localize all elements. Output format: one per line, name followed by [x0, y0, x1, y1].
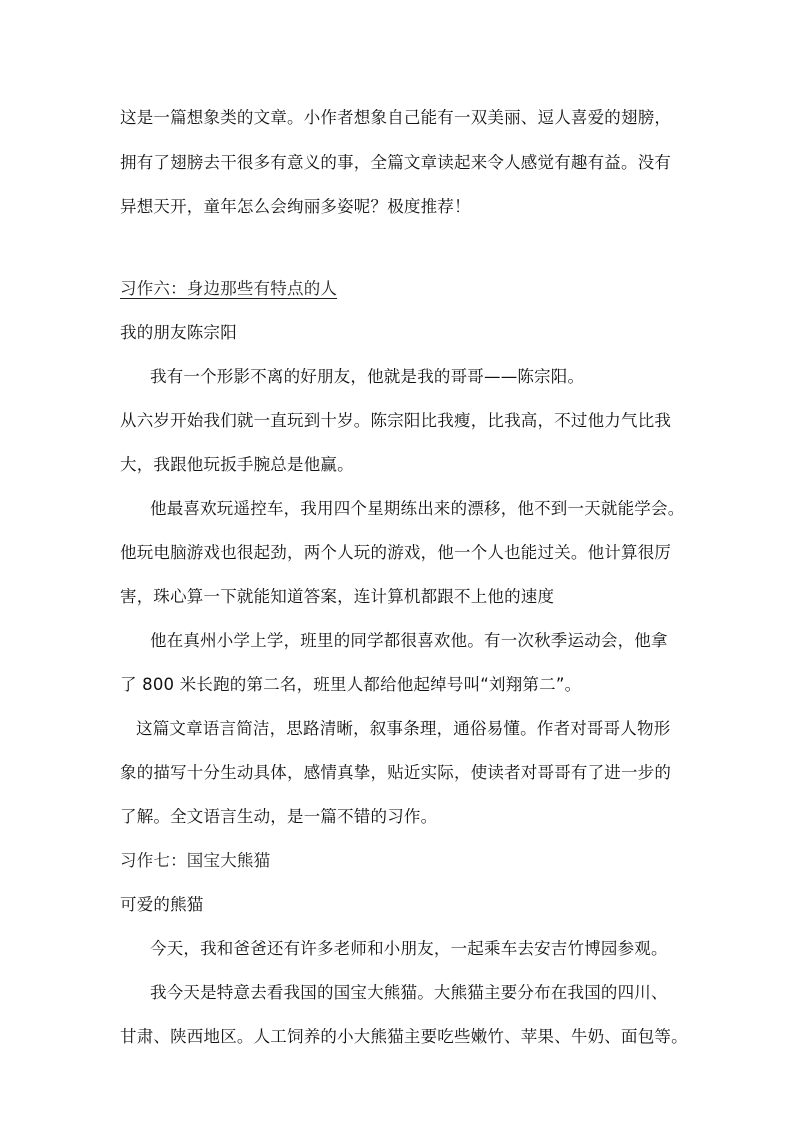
paragraph-line: 这是一篇想象类的文章。小作者想象自己能有一双美丽、逗人喜爱的翅膀，	[120, 108, 672, 127]
paragraph-line: 害，珠心算一下就能知道答案，连计算机都跟不上他的速度	[120, 587, 555, 606]
paragraph-line: 从六岁开始我们就一直玩到十岁。陈宗阳比我瘦，比我高，不过他力气比我	[120, 411, 672, 430]
paragraph-line: 拥有了翅膀去干很多有意义的事，全篇文章读起来令人感觉有趣有益。没有	[120, 153, 672, 172]
essay-title: 我的朋友陈宗阳	[120, 323, 237, 342]
section-heading-7: 习作七：国宝大熊猫	[120, 851, 271, 870]
essay-title: 可爱的熊猫	[120, 895, 204, 914]
paragraph-line: 了 800 米长跑的第二名，班里人都给他起绰号叫“刘翔第二”。	[120, 675, 582, 694]
paragraph-line: 他玩电脑游戏也很起劲，两个人玩的游戏，他一个人也能过关。他计算很厉	[120, 543, 672, 562]
paragraph-line: 大，我跟他玩扳手腕总是他赢。	[120, 455, 354, 474]
paragraph-line: 甘肃、陕西地区。人工饲养的小大熊猫主要吃些嫩竹、苹果、牛奶、面包等。	[120, 1027, 688, 1046]
paragraph-line: 这篇文章语言简洁，思路清晰，叙事条理，通俗易懂。作者对哥哥人物形	[136, 719, 671, 738]
paragraph-line: 我今天是特意去看我国的国宝大熊猫。大熊猫主要分布在我国的四川、	[150, 983, 668, 1002]
paragraph-line: 了解。全文语言生动，是一篇不错的习作。	[120, 807, 438, 826]
paragraph-line: 我有一个形影不离的好朋友，他就是我的哥哥——陈宗阳。	[150, 367, 585, 386]
paragraph-line: 他在真州小学上学，班里的同学都很喜欢他。有一次秋季运动会，他拿	[150, 631, 668, 650]
paragraph-line: 他最喜欢玩遥控车，我用四个星期练出来的漂移，他不到一天就能学会。	[150, 499, 685, 518]
section-heading-6: 习作六：身边那些有特点的人	[120, 279, 338, 298]
paragraph-line: 象的描写十分生动具体，感情真挚，贴近实际，使读者对哥哥有了进一步的	[120, 763, 672, 782]
paragraph-line: 异想天开，童年怎么会绚丽多姿呢？极度推荐！	[120, 197, 471, 216]
paragraph-line: 今天，我和爸爸还有许多老师和小朋友，一起乘车去安吉竹博园参观。	[150, 939, 668, 958]
